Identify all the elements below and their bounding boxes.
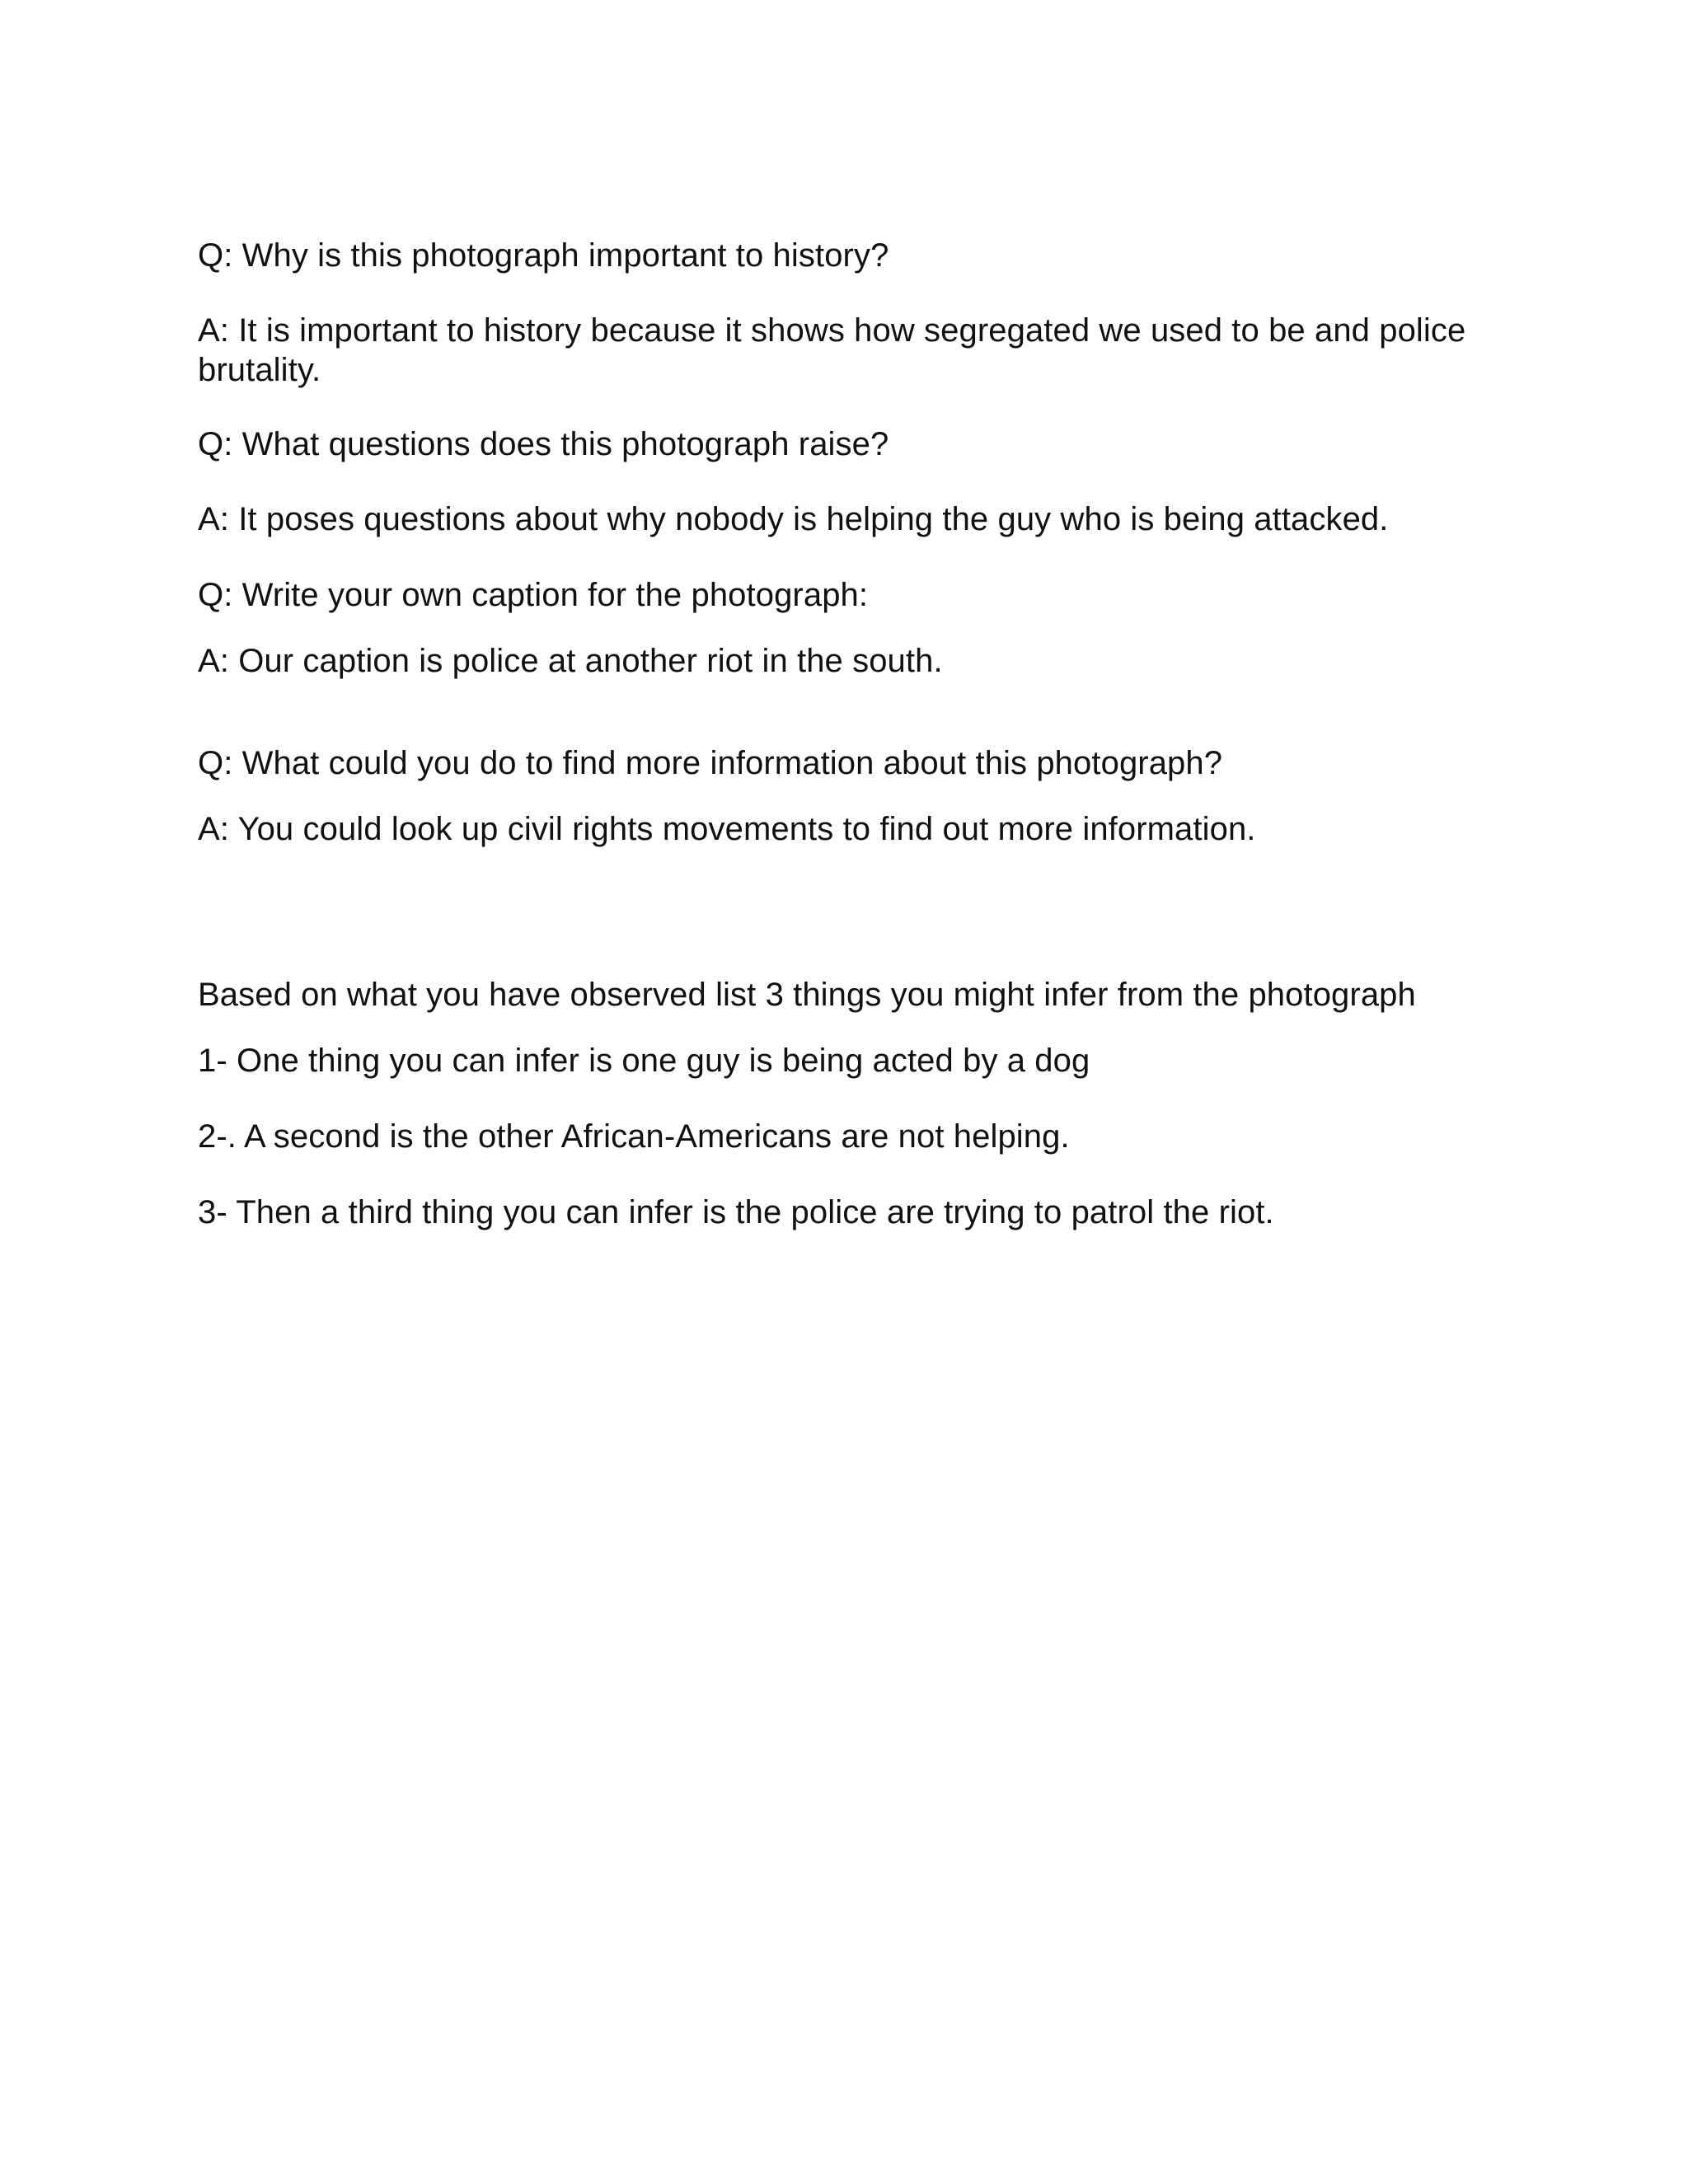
question-importance: Q: Why is this photograph important to history? bbox=[198, 237, 889, 274]
answer-more-info: A: You could look up civil rights movements to find out more information. bbox=[198, 811, 1256, 847]
answer-raised: A: It poses questions about why nobody is helping the guy who is being attacked. bbox=[198, 501, 1389, 537]
answer-caption: A: Our caption is police at another riot in the south. bbox=[198, 643, 943, 679]
answer-importance: A: It is important to history because it shows how segregated we used to be and police brutality. bbox=[198, 312, 1466, 388]
question-caption: Q: Write your own caption for the photograph: bbox=[198, 577, 869, 613]
inference-item-2: 2-. A second is the other African-Americans are not helping. bbox=[198, 1118, 1070, 1155]
inference-item-1: 1- One thing you can infer is one guy is being acted by a dog bbox=[198, 1043, 1090, 1079]
question-more-info: Q: What could you do to find more information about this photograph? bbox=[198, 745, 1223, 781]
inference-prompt: Based on what you have observed list 3 things you might infer from the photograph bbox=[198, 977, 1416, 1013]
inference-item-3: 3- Then a third thing you can infer is the police are trying to patrol the riot. bbox=[198, 1194, 1274, 1230]
question-raised: Q: What questions does this photograph raise? bbox=[198, 426, 889, 462]
